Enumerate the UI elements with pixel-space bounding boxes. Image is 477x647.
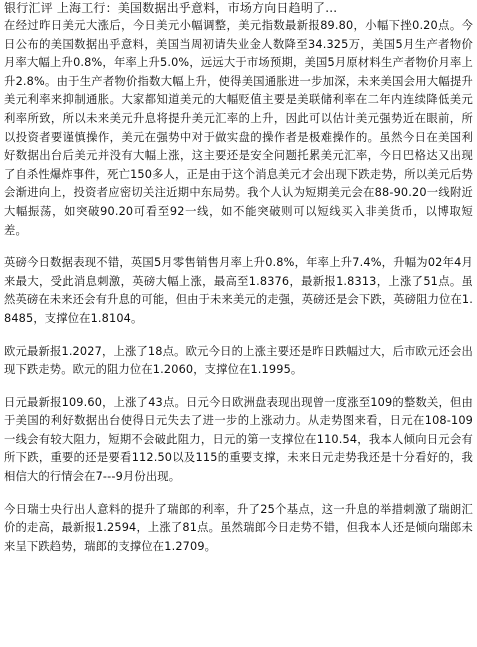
paragraph-chf: 今日瑞士央行出人意料的提升了瑞郎的利率，升了25个基点，这一升息的举措刺激了瑞朗汇价的走高，最新报1.2594，上涨了81点。虽然瑞郎今日走势不错，但我本人还是倾向瑞郎未来呈下跌趋势，瑞郎的支撑位在1.2709。 — [4, 502, 473, 553]
paragraph-usd: 在经过昨日美元大涨后，今日美元小幅调整，美元指数最新报89.80，小幅下挫0.20点。今日公布的美国数据出乎意料，美国当周初请失业金人数降至34.325万，美国5月生产者物价月率大幅上升0.8%，年率上升5.0%，远远大于市场预期，美国5月原材料生产者物价月率上升2.8%。由于生产者物价指数大幅上升，使得美国通胀进一步加深，未来美国会用大幅提升美元利率来抑制通胀。大家都知道美元的大幅贬值主要是美联储利率在二年内连续降低美元利率所致，所以未来美元升息将提升美元汇率的上升，因此可以估计美元强势近在眼前，所以投资者要谨慎操作，美元在强势中对于做实盘的操作者是极难操作的。虽然今日在美国利好数据出台后美元并没有大幅上涨，这主要还是安全问题托累美元汇率，今日巴格达又出现了自杀性爆炸事件，死亡150多人，正是由于这个消息美元才会出现下跌走势，所以美元后势会渐进向上，投资者应密切关注近期中东局势。我个人认为短期美元会在88-90.20一线附近大幅振荡，如突破90.20可看至92一线，如不能突破则可以短线买入非美货币，以博取短差。 — [4, 19, 473, 237]
paragraph-spacer — [4, 329, 473, 343]
paragraph-jpy: 日元最新报109.60，上涨了43点。日元今日欧洲盘表现出现曾一度涨至109的整数关，但由于美国的利好数据出台使得日元失去了进一步的上涨动力。从走势图来看，日元在108-109一线会有较大阻力，短期不会破此阻力，日元的第一支撑位在110.54，我本人倾向日元会有所下跌，重要的还是要看112.50以及115的重要支撑，未来日元走势我还是十分看好的，我相信大的行情会在7---9月份出现。 — [4, 395, 473, 484]
article-title: 银行汇评 上海工行：美国数据出乎意料，市场方向日趋明了... — [4, 1, 338, 15]
paragraph-spacer — [4, 240, 473, 254]
paragraph-spacer — [4, 380, 473, 394]
paragraph-spacer — [4, 487, 473, 501]
paragraph-eur: 欧元最新报1.2027，上涨了18点。欧元今日的上涨主要还是昨日跌幅过大，后市欧元还会出现下跌走势。欧元的阻力位在1.2060，支撑位在1.1995。 — [4, 344, 473, 377]
paragraph-gbp: 英磅今日数据表现不错，英国5月零售销售月率上升0.8%，年率上升7.4%，升幅为02年4月来最大，受此消息刺激，英磅大幅上涨，最高至1.8376，最新报1.8313，上涨了51点。虽然英磅在未来还会有升息的可能，但由于未来美元的走强，英磅还是会下跌，英磅阻力位在1.8485，支撑位在1.8104。 — [4, 256, 473, 325]
